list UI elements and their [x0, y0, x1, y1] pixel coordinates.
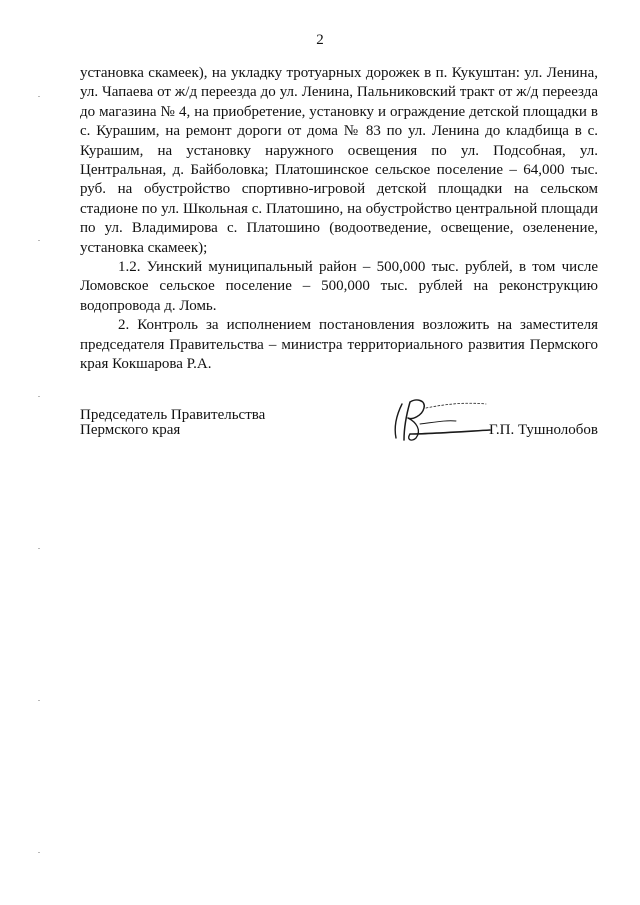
signer-name: Г.П. Тушнолобов — [488, 422, 598, 438]
paragraph-clause-2: 2. Контроль за исполнением постановления возложить на заместителя председателя Правительства – министра территориального развития Пермского края Кокшарова Р.А. — [80, 317, 598, 373]
document-body — [80, 64, 598, 375]
scan-margin-marks — [38, 0, 42, 905]
signature-block — [80, 408, 598, 458]
signer-title-line-2: Пермского края — [80, 422, 181, 438]
signer-title-line-1: Председатель Правительства — [80, 407, 266, 423]
page-number: 2 — [316, 32, 324, 48]
paragraph-continuation: установка скамеек), на укладку тротуарных дорожек в п. Кукуштан: ул. Ленина, ул. Чапаева от ж/д переезда до ул. Ленина, Пальниковский тракт от ж/д переезда до магазина № 4, на приобретение, установку и ограждение детской площадки в с. Курашим, на ремонт дороги от дома № 83 по ул. Ленина до кладбища в с. Курашим, на установку наружного освещения по ул. Подсобная, ул. Центральная, д. Байболовка; Платошинское сельское поселение – 64,000 тыс. руб. на обустройство спортивно-игровой детской площадки на сельском стадионе по ул. Школьная с. Платошино, на обустройство центральной площади по ул. Владимирова с. Платошино (водоотведение, освещение, озеленение, установка скамеек); — [80, 65, 598, 256]
paragraph-clause-1-2: 1.2. Уинский муниципальный район – 500,000 тыс. рублей, в том числе Ломовское сельское поселение – 500,000 тыс. рублей на реконструкцию водопровода д. Ломь. — [80, 259, 598, 314]
signer-title — [80, 408, 265, 438]
handwritten-signature-icon — [386, 394, 506, 450]
